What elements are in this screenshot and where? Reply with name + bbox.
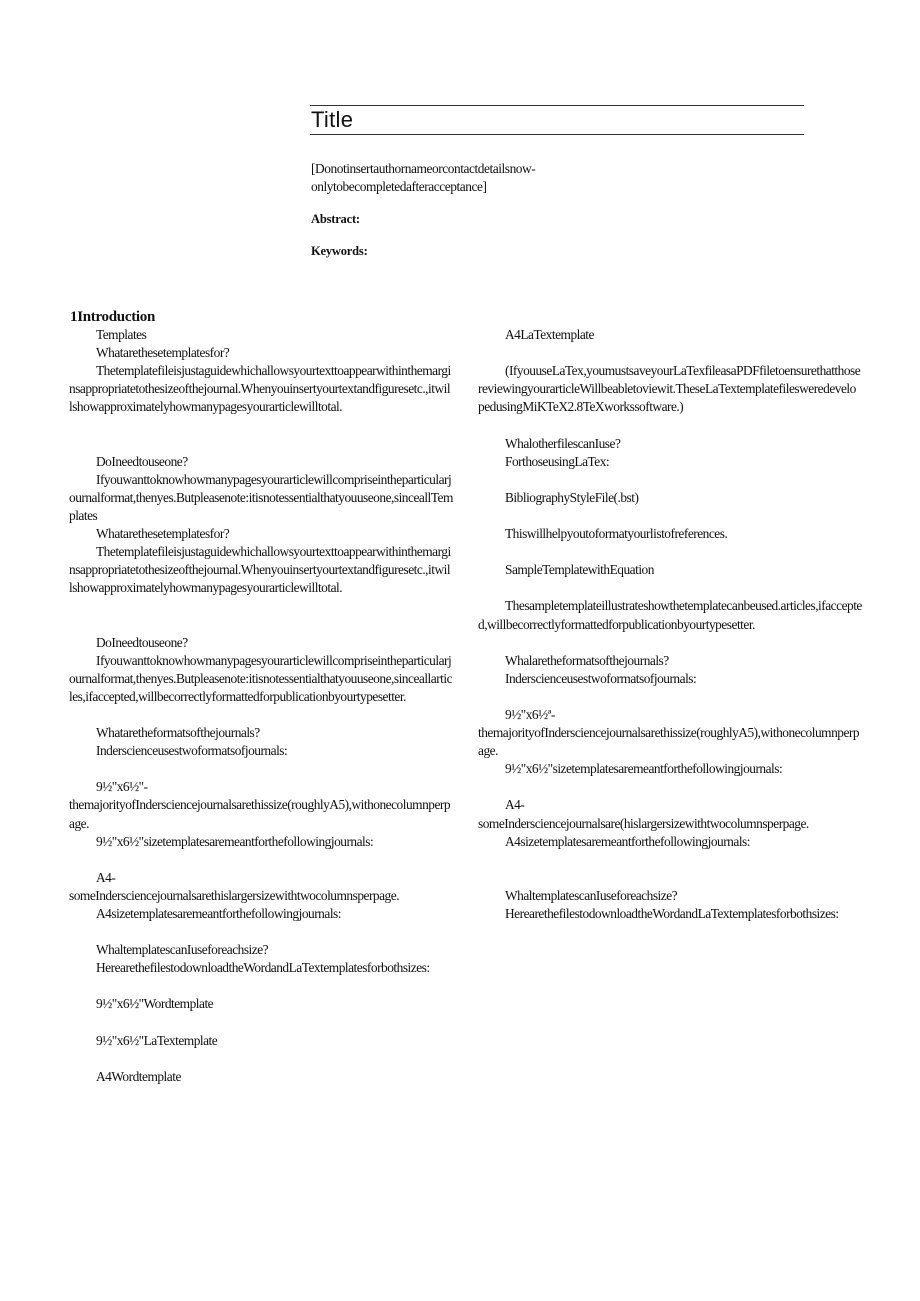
paragraph-spacer (69, 923, 453, 941)
paragraph-spacer (69, 1014, 453, 1032)
body-paragraph: WhaltemplatescanIuseforeachsize? (96, 942, 269, 958)
paragraph-spacer (478, 543, 862, 561)
body-paragraph: 9½"x6½"- (96, 779, 148, 795)
body-paragraph: BibliographyStyleFile(.bst) (505, 489, 639, 505)
body-paragraph: 9½"x6½"sizetemplatesaremeantforthefollowingjournals: (96, 833, 374, 849)
section-heading: 1Introduction (70, 309, 156, 325)
body-paragraph: Whataretheformatsofthejournals? (96, 725, 260, 741)
body-paragraph: Whatarethesetemplatesfor? (96, 526, 230, 542)
body-paragraph: 9½"x6½"LaTextemplate (96, 1032, 218, 1048)
title-top-rule (310, 105, 804, 106)
body-paragraph: Indersciencеusestwoformatsofjournals: (96, 743, 288, 759)
paragraph-spacer (69, 597, 453, 633)
paragraph-spacer (69, 977, 453, 995)
paragraph-spacer (478, 471, 862, 489)
body-paragraph: Templates (96, 327, 147, 342)
paragraph-spacer (478, 507, 862, 525)
page-title: Title (311, 107, 354, 132)
paragraph-spacer (69, 851, 453, 869)
body-paragraph: Thesampletemplateillustrateshowthetemplatecanbeused.articles,ifaccepted,willbecorrectlyformattedforpublicationbyourtypesetter. (478, 598, 862, 632)
body-paragraph: (IfyouuseLaTex,youmustsaveyourLaTexfileasaPDFfiletoensurethatthosereviewingyourarticleWillbeabletoviewit.TheseLaTextemplatefilesweredevelopedusingMiKTeX2.8TeXworkssoftware.) (478, 363, 861, 415)
body-paragraph: Indersciencеusestwoformatsofjournals: (505, 670, 697, 686)
paragraph-spacer (69, 760, 453, 778)
body-paragraph: A4sizetemplatesaremeantforthefollowingjournals: (96, 906, 341, 921)
author-note-line-2: onlytobecompletedafteracceptance] (311, 179, 487, 194)
body-paragraph: Ifyouwanttoknowhowmanypagesyourarticlewillcompriseintheparticularjournalformat,thenyes.Butpleasenote:itisnotessentialthatyouuseone,sinceallarticles,ifaccepted,willbecorrectlyformattedforpublicationbyourtypesetter. (69, 652, 453, 704)
paragraph-spacer (69, 1050, 453, 1068)
body-paragraph: Whatarethesetemplatesfor? (96, 345, 230, 361)
author-note-line-1: [Donotinsertauthornameorcontactdetailsnow- (311, 161, 536, 176)
title-bottom-rule (310, 134, 804, 135)
body-paragraph: A4Wordtemplate (96, 1068, 181, 1084)
body-paragraph: HerearethefilestodownloadtheWordandLaTextemplatesforbothsizes: (505, 906, 839, 921)
author-note (311, 160, 631, 196)
body-paragraph: Thiswillhelpyoutoformatyourlistofreferences. (505, 526, 728, 542)
body-paragraph: Whalaretheformatsofthejournals? (505, 652, 669, 668)
body-paragraph: DoIneedtouseone? (96, 634, 188, 650)
body-paragraph: A4- (505, 797, 525, 813)
body-paragraph: 9½"x6½"Wordtemplate (96, 996, 214, 1012)
body-paragraph: Ifyouwanttoknowhowmanypagesyourarticlewillcompriseintheparticularjournalformat,thenyes.Butpleasenote:itisnotessentialthatyouuseone,sinceallTemplates (69, 471, 453, 523)
paragraph-spacer (478, 688, 862, 706)
body-paragraph: DoIneedtouseone? (96, 453, 188, 469)
paragraph-spacer (478, 634, 862, 652)
body-paragraph: ForthoseusingLaTex: (505, 453, 610, 469)
body-paragraph: HerearethefilestodownloadtheWordandLaTextemplatesforbothsizes: (96, 960, 430, 976)
body-paragraph: A4sizetemplatesaremeantforthefollowingjournals: (505, 833, 750, 849)
left-column (69, 326, 453, 1086)
body-paragraph: themajorityofIndersciencejournalsarethissize(roughlyA5),withonecolumnperpage. (478, 725, 860, 759)
paragraph-spacer (478, 579, 862, 597)
paragraph-spacer (478, 778, 862, 796)
keywords-label: Keywords: (311, 244, 368, 258)
body-paragraph: someIndersciencejournalsarethislargersizewithtwocolumnsperpage. (69, 887, 400, 903)
paragraph-spacer (478, 344, 862, 362)
abstract-label: Abstract: (311, 212, 360, 226)
body-paragraph: themajorityofIndersciencejournalsarethissize(roughlyA5),withonecolumnperpage. (69, 797, 451, 831)
paragraph-spacer (478, 416, 862, 434)
body-paragraph: Thetemplatefileisjustaguidewhichallowsyourtexttoappearwithinthemarginsappropriatetothesizeofthejournal.Whenyouinsertyourtextandfiguresetc.,itwillshowapproximatelyhowmanypagesyourarticlewilltotal. (69, 363, 451, 415)
body-paragraph: 9½"x6½ª- (505, 706, 555, 722)
paragraph-spacer (69, 416, 453, 452)
paragraph-spacer (69, 706, 453, 724)
body-paragraph: 9½"x6½"sizetemplatesaremeantforthefollowingjournals: (505, 761, 783, 777)
body-paragraph: A4- (96, 869, 116, 885)
body-paragraph: Thetemplatefileisjustaguidewhichallowsyourtexttoappearwithinthemarginsappropriatetothesizeofthejournal.Whenyouinsertyourtextandfiguresetc.,itwillshowapproximatelyhowmanypagesyourarticlewilltotal. (69, 544, 451, 596)
right-column (478, 326, 862, 923)
paragraph-spacer (478, 851, 862, 887)
body-paragraph: someIndersciencejournalsare(hislargersizewithtwocolumnsperpage. (478, 815, 809, 831)
body-paragraph: SampleTemplatewithEquation (505, 562, 654, 578)
body-paragraph: A4LaTextemplate (505, 327, 594, 342)
body-paragraph: WhaltemplatescanIuseforeachsize? (505, 887, 678, 903)
body-paragraph: WhalotherfilescanIuse? (505, 435, 621, 451)
